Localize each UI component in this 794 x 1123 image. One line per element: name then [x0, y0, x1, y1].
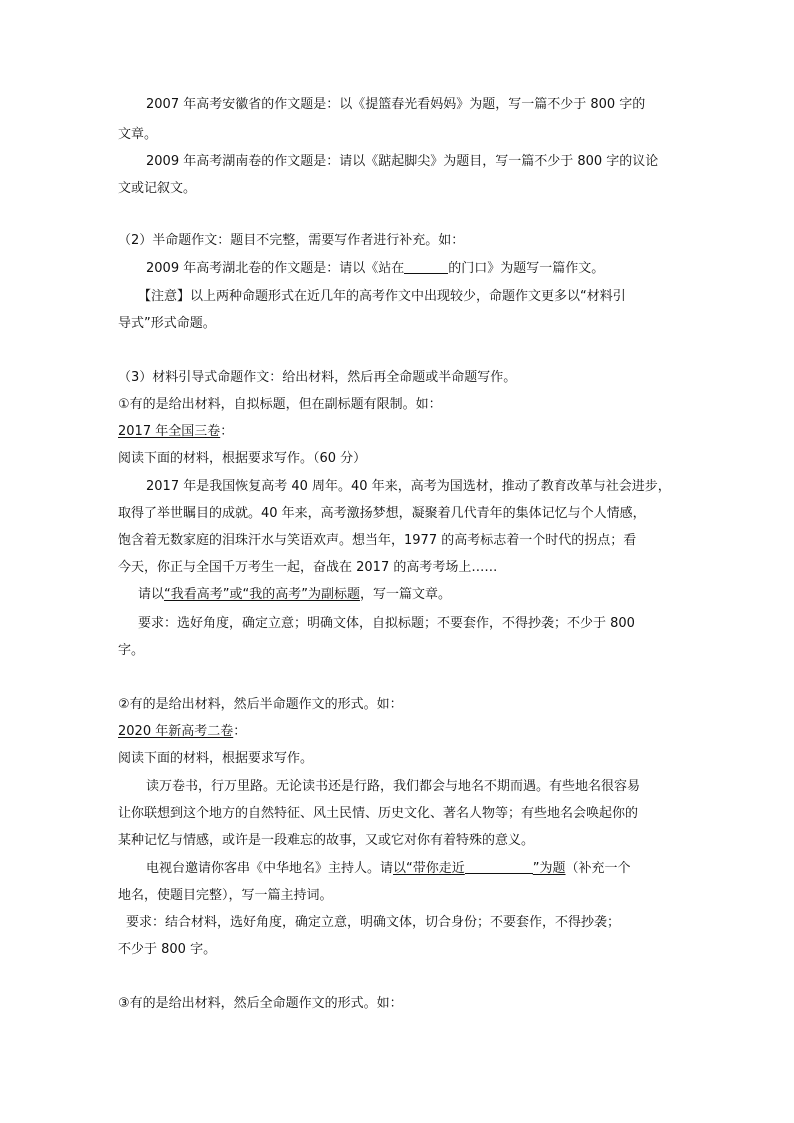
para-anhui-line1: 2007 年高考安徽省的作文题是：以《提篮春光看妈妈》为题，写一篇不少于 800 字的	[146, 97, 646, 112]
para-hunan-line1: 2009 年高考湖南卷的作文题是：请以《踮起脚尖》为题目，写一篇不少于 800 字的议论	[146, 154, 659, 169]
prompt-2020-d: （补充一个	[565, 861, 631, 876]
exam-2017-label	[118, 423, 233, 441]
subhead-type3: ③有的是给出材料，然后全命题作文的形式。如：	[118, 996, 403, 1011]
prompt-2020-line2: 地名，使题目完整），写一篇主持词。	[118, 888, 333, 903]
material-2017-line3: 饱含着无数家庭的泪珠汗水与笑语欢声。想当年，1977 的高考标志着一个时代的拐点；看	[118, 533, 637, 548]
material-2017-line2: 取得了举世瞩目的成就。40 年来，高考激扬梦想，凝聚着几代青年的集体记忆与个人情感，	[118, 506, 646, 521]
para-hunan-line2: 文或记叙文。	[118, 181, 197, 196]
requirement-2020-line2: 不少于 800 字。	[118, 942, 217, 957]
prompt-2020-title-a: 以“带你走近	[393, 861, 465, 876]
material-2017-line1: 2017 年是我国恢复高考 40 周年。40 年来，高考为国选材，推动了教育改革与社会进步，	[146, 479, 671, 494]
material-2020-line2: 让你联想到这个地方的自然特征、风土民情、历史文化、著名人物等；有些地名会唤起你的	[118, 806, 639, 821]
subhead-type2: ②有的是给出材料，然后半命题作文的形式。如：	[118, 697, 403, 712]
prompt-2017-c: ，写一篇文章。	[359, 587, 451, 602]
heading-semi-title: （2）半命题作文：题目不完整，需要写作者进行补充。如：	[118, 233, 465, 248]
prompt-2017-subtitle: “我看高考”或“我的高考”为副标题	[164, 587, 360, 602]
fill-blank	[404, 261, 448, 274]
requirement-2017-line1: 要求：选好角度，确定立意；明确文体，自拟标题；不要套作，不得抄袭；不少于 800	[138, 616, 635, 631]
subhead-type1: ①有的是给出材料，自拟标题，但在副标题有限制。如：	[118, 397, 442, 412]
exam-2017-name: 2017 年全国三卷	[118, 424, 221, 439]
prompt-2020-line1	[146, 860, 631, 878]
para-hubei	[146, 260, 604, 278]
prompt-2017	[138, 586, 451, 604]
instruction-2020: 阅读下面的材料，根据要求写作。	[118, 751, 314, 766]
requirement-2020-line1: 要求：结合材料，选好角度，确定立意，明确文体，切合身份；不要套作，不得抄袭；	[126, 915, 621, 930]
prompt-2020-title-b: ”为题	[532, 861, 566, 876]
note-line2: 导式”形式命题。	[118, 316, 216, 331]
hubei-text-a: 2009 年高考湖北卷的作文题是：请以《站在	[146, 261, 405, 276]
prompt-2020-a: 电视台邀请你客串《中华地名》主持人。请	[146, 861, 394, 876]
exam-2020-label	[118, 723, 246, 741]
note-line1: 【注意】以上两种命题形式在近几年的高考作文中出现较少，命题作文更多以“材料引	[138, 289, 626, 304]
material-2020-line3: 某种记忆与情感，或许是一段难忘的故事，又或它对你有着特殊的意义。	[118, 833, 535, 848]
hubei-text-b: 的门口》为题写一篇作文。	[448, 261, 605, 276]
exam-2017-colon: ：	[220, 424, 234, 439]
fill-blank-2020	[465, 861, 533, 874]
instruction-2017: 阅读下面的材料，根据要求写作。（60 分）	[118, 451, 367, 466]
prompt-2017-a: 请以	[138, 587, 165, 602]
material-2017-line4: 今天，你正与全国千万考生一起，奋战在 2017 的高考考场上……	[118, 560, 498, 575]
material-2020-line1: 读万卷书，行万里路。无论读书还是行路，我们都会与地名不期而遇。有些地名很容易	[146, 779, 641, 794]
heading-material: （3）材料引导式命题作文：给出材料，然后再全命题或半命题写作。	[118, 370, 517, 385]
exam-2020-name: 2020 年新高考二卷	[118, 724, 234, 739]
exam-2020-colon: ：	[233, 724, 247, 739]
para-anhui-line2: 文章。	[118, 127, 158, 142]
requirement-2017-line2: 字。	[118, 643, 145, 658]
